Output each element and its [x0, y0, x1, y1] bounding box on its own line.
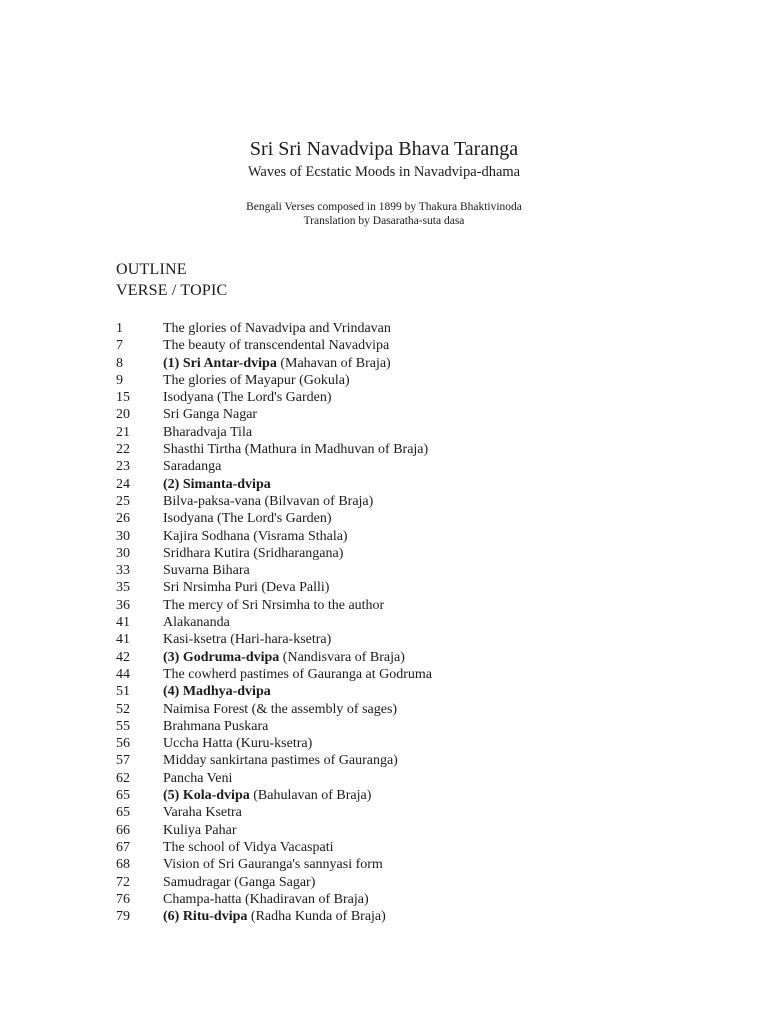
topic-text — [163, 770, 232, 787]
verse-number: 21 — [116, 424, 130, 440]
outline-row — [116, 891, 676, 908]
verse-number: 9 — [116, 372, 123, 388]
topic-description: Brahmana Puskara — [163, 718, 269, 734]
verse-number: 35 — [116, 580, 130, 596]
topic-description: The glories of Mayapur (Gokula) — [163, 372, 350, 388]
verse-number: 41 — [116, 615, 130, 631]
topic-text — [163, 562, 250, 579]
outline-row — [116, 424, 676, 441]
verse-number: 76 — [116, 891, 130, 907]
verse-number: 66 — [116, 822, 130, 838]
topic-text — [163, 891, 369, 908]
topic-description: Sridhara Kutira (Sridharangana) — [163, 545, 344, 561]
verse-number: 68 — [116, 857, 130, 873]
verse-number: 52 — [116, 701, 130, 717]
topic-description: The school of Vidya Vacaspati — [163, 839, 334, 855]
outline-row — [116, 718, 676, 735]
verse-number: 57 — [116, 753, 130, 769]
topic-text — [163, 545, 343, 562]
outline-row — [116, 735, 676, 752]
verse-number: 62 — [116, 770, 130, 786]
topic-description: (Nandisvara of Braja) — [279, 649, 405, 665]
topic-text — [163, 787, 371, 804]
verse-number: 25 — [116, 493, 130, 509]
topic-description: Pancha Veni — [163, 770, 233, 786]
topic-description: The glories of Navadvipa and Vrindavan — [163, 321, 391, 336]
topic-text — [163, 856, 383, 873]
verse-number: 24 — [116, 476, 130, 492]
document-subtitle: Waves of Ecstatic Moods in Navadvipa-dhama — [247, 164, 521, 180]
topic-description: The cowherd pastimes of Gauranga at Godruma — [163, 666, 433, 682]
outline-table — [116, 320, 676, 925]
topic-text — [163, 683, 271, 700]
topic-description: Uccha Hatta (Kuru-ksetra) — [163, 736, 313, 752]
dvipa-heading: (3) Godruma-dvipa — [163, 649, 280, 665]
topic-text — [163, 701, 397, 718]
topic-description: Kasi-ksetra (Hari-hara-ksetra) — [163, 632, 332, 648]
topic-description: Isodyana (The Lord's Garden) — [163, 390, 332, 406]
outline-row — [116, 752, 676, 769]
verse-number: 44 — [116, 666, 130, 682]
topic-text — [163, 493, 373, 510]
outline-row — [116, 337, 676, 354]
verse-number: 30 — [116, 545, 130, 561]
topic-text — [163, 389, 332, 406]
outline-row — [116, 320, 676, 337]
topic-description: (Radha Kunda of Braja) — [247, 909, 386, 925]
outline-row — [116, 856, 676, 873]
composition-credit: Bengali Verses composed in 1899 by Thakura Bhaktivinoda — [246, 201, 522, 213]
outline-row — [116, 631, 676, 648]
outline-row — [116, 787, 676, 804]
topic-text — [163, 666, 432, 683]
outline-row — [116, 649, 676, 666]
topic-text — [163, 320, 391, 337]
topic-text — [163, 597, 384, 614]
topic-text — [163, 735, 312, 752]
topic-text — [163, 839, 334, 856]
outline-row — [116, 528, 676, 545]
translation-credit: Translation by Dasaratha-suta dasa — [303, 215, 465, 227]
topic-description: Bilva-paksa-vana (Bilvavan of Braja) — [163, 493, 374, 509]
verse-number: 36 — [116, 597, 130, 613]
outline-column-heading: VERSE / TOPIC — [116, 282, 228, 299]
outline-row — [116, 839, 676, 856]
topic-description: The mercy of Sri Nrsimha to the author — [163, 597, 385, 613]
verse-number: 72 — [116, 874, 130, 890]
outline-row — [116, 701, 676, 718]
outline-row — [116, 683, 676, 700]
outline-row — [116, 614, 676, 631]
topic-text — [163, 822, 236, 839]
verse-number: 15 — [116, 390, 130, 406]
verse-number: 79 — [116, 909, 130, 925]
outline-row — [116, 493, 676, 510]
topic-description: Bharadvaja Tila — [163, 424, 253, 440]
topic-text — [163, 355, 391, 372]
topic-text — [163, 579, 329, 596]
topic-description: Isodyana (The Lord's Garden) — [163, 511, 332, 527]
topic-description: Sri Ganga Nagar — [163, 407, 258, 423]
topic-text — [163, 528, 348, 545]
outline-row — [116, 874, 676, 891]
verse-number: 42 — [116, 649, 130, 665]
outline-row — [116, 770, 676, 787]
dvipa-heading: (6) Ritu-dvipa — [163, 909, 248, 925]
dvipa-heading: (5) Kola-dvipa — [163, 788, 250, 804]
verse-number: 20 — [116, 407, 130, 423]
verse-number: 8 — [116, 355, 123, 371]
topic-description: Alakananda — [163, 615, 230, 631]
topic-text — [163, 908, 386, 925]
outline-row — [116, 476, 676, 493]
topic-text — [163, 372, 350, 389]
verse-number: 7 — [116, 338, 123, 354]
verse-number: 23 — [116, 459, 130, 475]
topic-text — [163, 510, 332, 527]
verse-number: 67 — [116, 839, 130, 855]
outline-row — [116, 562, 676, 579]
outline-row — [116, 372, 676, 389]
topic-text — [163, 804, 242, 821]
outline-row — [116, 597, 676, 614]
outline-row — [116, 355, 676, 372]
outline-row — [116, 510, 676, 527]
verse-number: 41 — [116, 632, 130, 648]
topic-description: (Bahulavan of Braja) — [249, 788, 372, 804]
topic-text — [163, 614, 230, 631]
outline-row — [116, 822, 676, 839]
verse-number: 22 — [116, 442, 130, 458]
topic-description: Midday sankirtana pastimes of Gauranga) — [163, 753, 398, 769]
topic-description: Samudragar (Ganga Sagar) — [163, 874, 316, 890]
topic-description: The beauty of transcendental Navadvipa — [163, 338, 390, 354]
topic-text — [163, 752, 398, 769]
topic-description: (Mahavan of Braja) — [276, 355, 391, 371]
dvipa-heading: (1) Sri Antar-dvipa — [163, 355, 277, 371]
outline-heading: OUTLINE — [116, 261, 187, 278]
dvipa-heading: (4) Madhya-dvipa — [163, 684, 271, 700]
topic-description: Suvarna Bihara — [163, 563, 250, 579]
topic-description: Naimisa Forest (& the assembly of sages) — [163, 701, 398, 717]
document-title: Sri Sri Navadvipa Bhava Taranga — [249, 138, 519, 160]
verse-number: 56 — [116, 736, 130, 752]
outline-row — [116, 804, 676, 821]
topic-description: Shasthi Tirtha (Mathura in Madhuvan of Braja) — [163, 442, 429, 458]
topic-text — [163, 406, 257, 423]
outline-row — [116, 406, 676, 423]
outline-row — [116, 666, 676, 683]
topic-text — [163, 476, 271, 493]
topic-description: Champa-hatta (Khadiravan of Braja) — [163, 891, 369, 907]
verse-number: 26 — [116, 511, 130, 527]
outline-row — [116, 545, 676, 562]
outline-row — [116, 908, 676, 925]
verse-number: 30 — [116, 528, 130, 544]
verse-number: 33 — [116, 563, 130, 579]
topic-text — [163, 874, 315, 891]
outline-row — [116, 579, 676, 596]
verse-number: 1 — [116, 321, 123, 336]
topic-text — [163, 718, 268, 735]
topic-text — [163, 441, 428, 458]
verse-number: 65 — [116, 805, 130, 821]
outline-row — [116, 441, 676, 458]
verse-number: 51 — [116, 684, 130, 700]
topic-description: Varaha Ksetra — [163, 805, 242, 821]
outline-row — [116, 389, 676, 406]
topic-text — [163, 649, 405, 666]
topic-description: Kuliya Pahar — [163, 822, 237, 838]
verse-number: 65 — [116, 788, 130, 804]
outline-row — [116, 458, 676, 475]
topic-text — [163, 424, 252, 441]
topic-text — [163, 631, 331, 648]
topic-description: Kajira Sodhana (Visrama Sthala) — [163, 528, 348, 544]
topic-description: Saradanga — [163, 459, 222, 475]
topic-text — [163, 337, 389, 354]
verse-number: 55 — [116, 718, 130, 734]
topic-text — [163, 458, 221, 475]
topic-description: Sri Nrsimha Puri (Deva Palli) — [163, 580, 330, 596]
dvipa-heading: (2) Simanta-dvipa — [163, 476, 271, 492]
topic-description: Vision of Sri Gauranga's sannyasi form — [163, 857, 383, 873]
